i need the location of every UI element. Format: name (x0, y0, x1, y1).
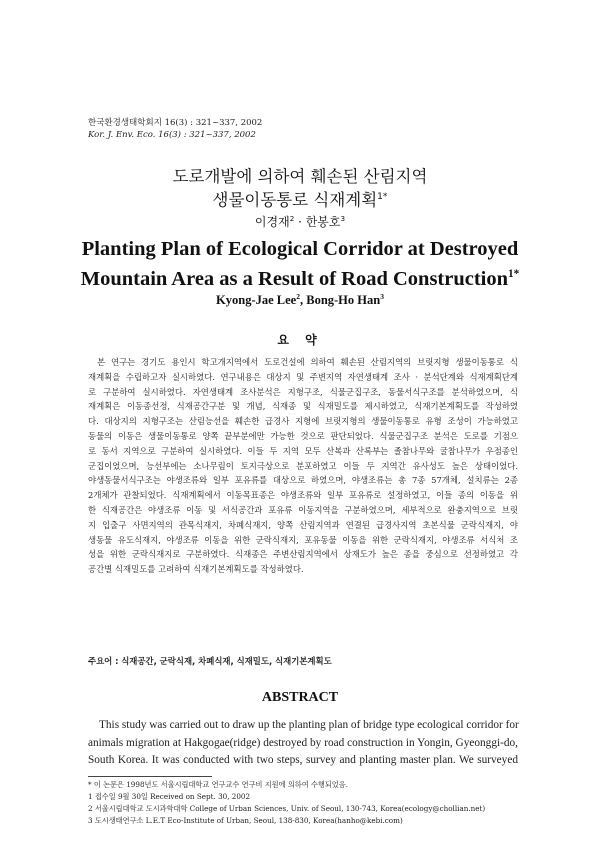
korean-abstract-line: 한 식재공간은 야생조류 이동 및 서식공간과 포유류 이동지역을 구분하였으며, 세부적으로 완충지역으로 브릿 (88, 504, 518, 515)
english-author-1: Kyong-Jae Lee (216, 293, 297, 308)
korean-author-2-mark: 3 (340, 214, 346, 223)
korean-title-line1: 도로개발에 의하여 훼손된 산림지역 (172, 167, 428, 186)
korean-abstract-line: 공간별 식재밀도를 고려하여 식재기본계획도를 작성하였다. (88, 564, 304, 575)
korean-title (0, 166, 600, 211)
korean-abstract-line: 2개체가 관찰되었다. 식재계획에서 이동목표종은 야생조류와 일부 포유류로 설정하였고, 이들 종의 이동을 위 (88, 490, 518, 501)
footnote-divider (88, 776, 212, 777)
korean-author-1: 이경재 (254, 215, 290, 229)
keywords-values: 식재공간, 군락식재, 차폐식재, 식재밀도, 식재기본계획도 (121, 656, 332, 666)
footnote-item: 1 접수일 9월 30일 Received on Sept. 30, 2002 (88, 792, 251, 801)
english-abstract-line: This study was carried out to draw up the planting plan of bridge type ecological corridor for (99, 719, 519, 731)
english-abstract-body (88, 717, 518, 770)
korean-abstract-line: 군집이었으며, 능선부에는 소나무림이 토지극상으로 분포하였고 이들 두 지역간 유사성도 높은 상태이었다. (88, 460, 518, 471)
english-author-1-mark: 2 (296, 292, 300, 301)
korean-authors (0, 213, 600, 230)
footnote-item: * 이 논문은 1998년도 서울시립대학교 연구교수 연구비 지원에 의하여 수행되었음. (88, 780, 348, 789)
english-abstract-line: South Korea. It was conducted with two steps, survey and planting master plan. We surveyed (88, 754, 518, 766)
english-title-line2-text: Mountain Area as a Result of Road Construction (80, 267, 509, 290)
korean-abstract-line: 재계획은 이동종선정, 식재공간구분 및 개념, 식재종 및 식재밀도를 제시하였고, 식재기본계획도를 작성하였 (88, 401, 518, 412)
english-title-line2 (0, 262, 600, 292)
english-author-2-mark: 3 (380, 292, 384, 301)
english-author-separator: , (299, 293, 307, 308)
korean-title-footnote-mark: 1* (377, 192, 388, 202)
korean-abstract-line: 다. 대상지의 지형구조는 산림능선을 훼손한 급경사 지형에 브릿지형의 생물이동통로 유형 조성이 가능하였고 (88, 416, 518, 427)
journal-citation-ko: 한국환경생태학회지 16(3) : 321~337, 2002 (88, 118, 263, 128)
korean-author-separator: · (294, 215, 306, 229)
korean-abstract-line: 성을 위한 군락식재지로 구분하였다. 식재종은 주변산림지역에서 상재도가 높은 종을 중심으로 선정하였고 각 (88, 549, 518, 560)
korean-abstract-body (88, 355, 518, 577)
footnotes (88, 779, 528, 827)
keywords (88, 655, 518, 667)
english-abstract-heading: ABSTRACT (261, 690, 339, 705)
english-author-2: Bong-Ho Han (306, 293, 381, 308)
korean-abstract-line: 동물의 이동은 생물이동통로 양쪽 끝부분에만 가능한 것으로 판단되었다. 식물군집구조 분석은 도로를 기점으 (88, 430, 518, 441)
korean-abstract-line: 야생동물서식구조는 야생조류와 일부 포유류를 대상으로 하였으며, 야생조류는 총 7종 57개체, 설치류는 2종 (88, 475, 518, 486)
english-abstract-line: animals migration at Hakgogae(ridge) destroyed by road construction in Yongin, Gyeonggi-do, (88, 736, 518, 749)
footnote-item: 3 도시생태연구소 L.E.T Eco-Institute of Urban, Seoul, 138-830, Korea(hanho@kebi.com) (88, 816, 403, 825)
english-title (0, 237, 600, 292)
korean-author-1-mark: 2 (289, 214, 295, 223)
korean-abstract-line: 생동물 유도식재지, 야생조류 이동을 위한 군락식재지, 포유동물 이동을 위한 군락식재지, 야생조류 서식처 조 (88, 534, 518, 545)
journal-citation-en: Kor. J. Env. Eco. 16(3) : 321~337, 2002 (88, 130, 256, 140)
korean-title-line2-text: 생물이동통로 식재계획 (212, 190, 378, 210)
korean-abstract-line: 재계획을 수립하고자 실시하였다. 연구내용은 대상지 및 주변지역 자연생태계 조사 · 분석단계와 식재계획단계 (88, 371, 518, 382)
journal-citation (88, 117, 262, 141)
english-title-footnote-mark: 1* (508, 268, 520, 280)
english-title-line1: Planting Plan of Ecological Corridor at Destroyed (81, 238, 519, 260)
korean-abstract-line: 지 입출구 사면지역의 관목식재지, 차폐식재지, 양쪽 산림지역과 연결된 급경사지역 초본식물 군락식재지, 야 (88, 519, 518, 530)
keywords-label: 주요어 : (88, 656, 119, 666)
footnote-item: 2 서울시립대학교 도시과학대학 College of Urban Sciences, Univ. of Seoul, 130-743, Korea(ecology@chollian.net) (88, 804, 486, 813)
english-authors (0, 292, 600, 308)
korean-abstract-line: 로 구분하여 실시하였다. 자연생태계 조사분석은 지형구조, 식물군집구조, 동물서식구조를 분석하였으며, 식 (88, 386, 518, 397)
korean-abstract-line: 본 연구는 경기도 용인시 학고개지역에서 도로건설에 의하여 훼손된 산림지역의 브릿지형 생물이동통로 식 (97, 357, 518, 367)
korean-abstract-line: 로 동서 지역으로 구분하여 실시하였다. 이들 두 지역 모두 산복과 산록부는 졸참나무와 굴참나무가 우점종인 (88, 445, 518, 456)
korean-author-2: 한봉호 (305, 215, 341, 229)
korean-abstract-heading: 요 약 (277, 333, 323, 347)
korean-title-line2 (0, 187, 600, 211)
